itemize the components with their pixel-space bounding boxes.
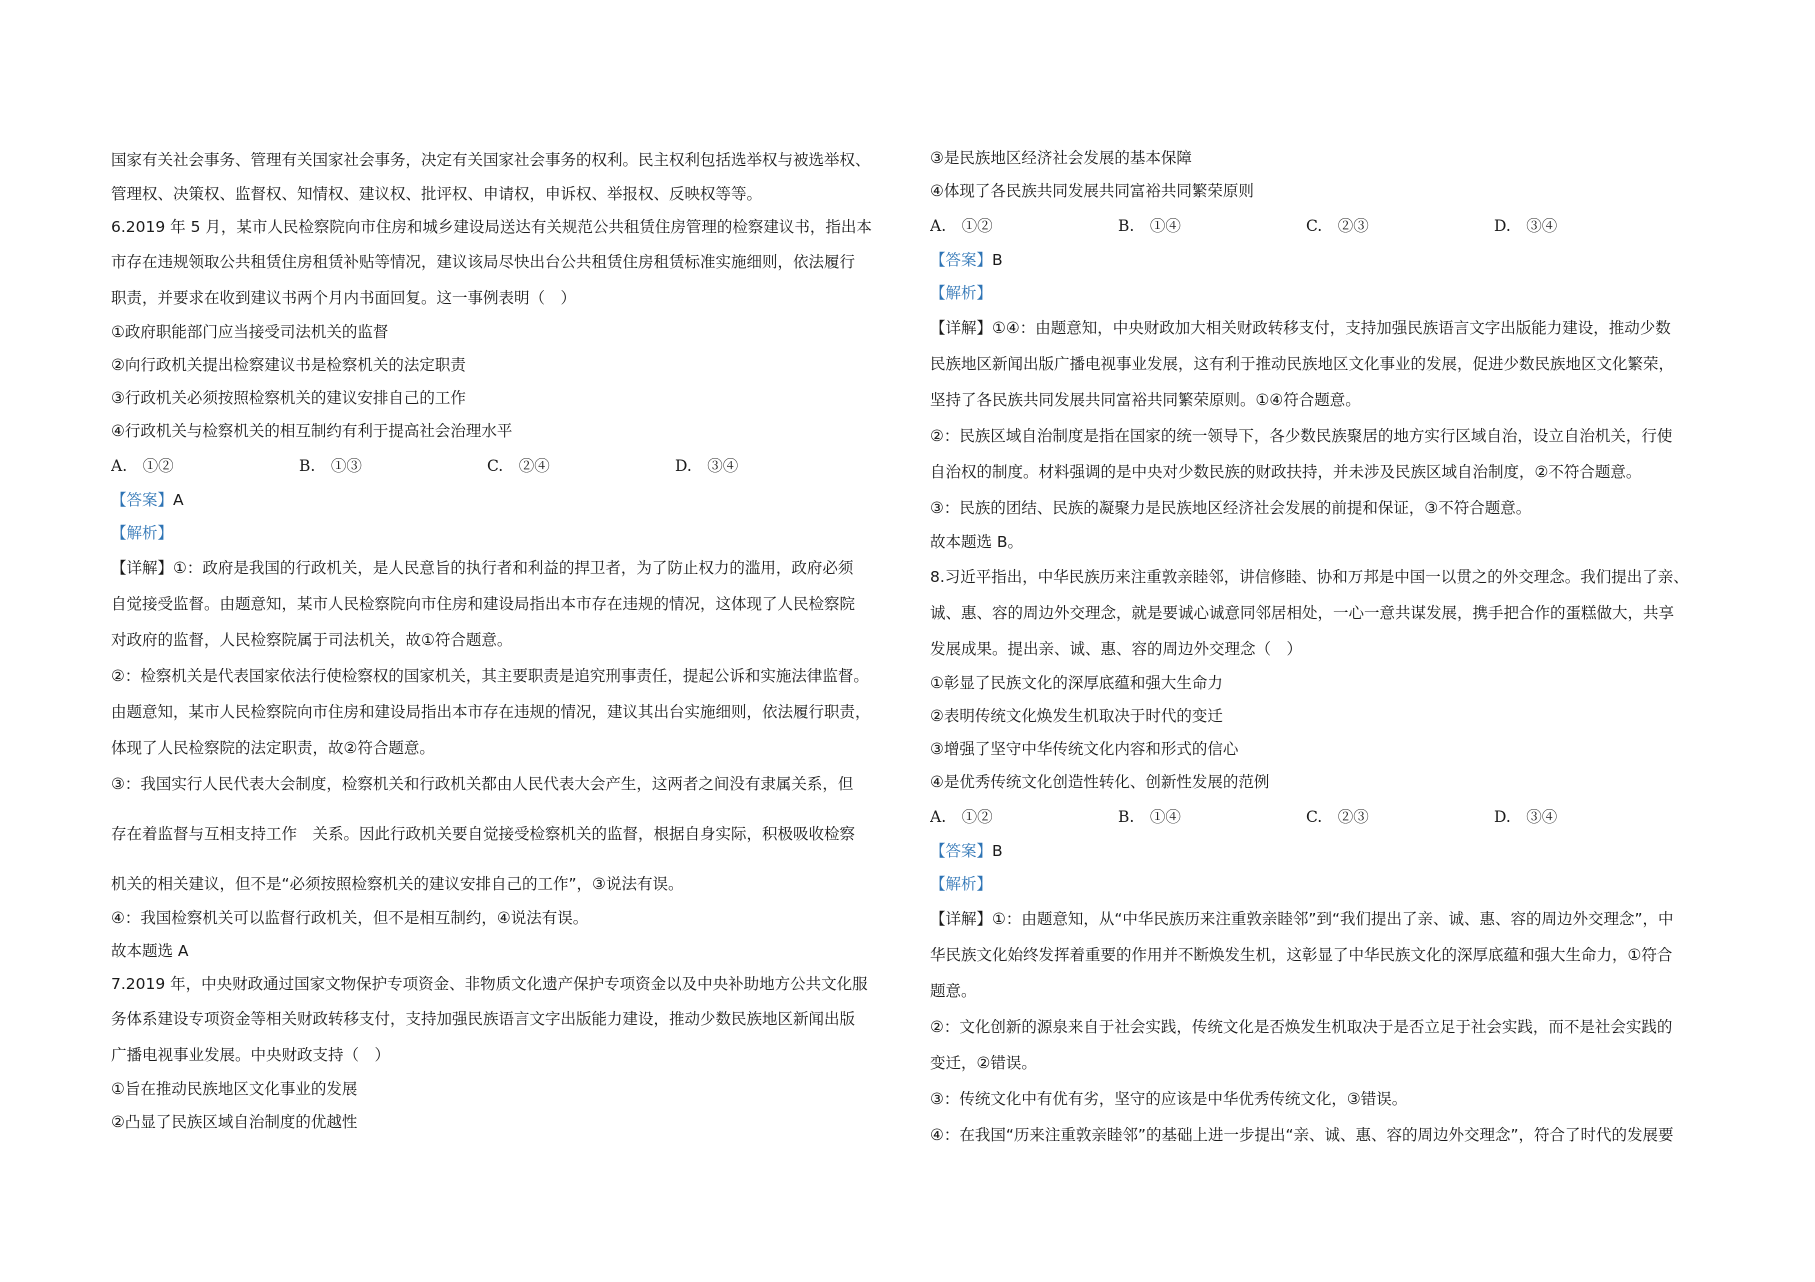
detail-line: ②：检察机关是代表国家依法行使检察权的国家机关，其主要职责是追究刑事责任，提起公诉和实施法律监督。 xyxy=(111,667,869,685)
answer-value: B xyxy=(992,251,1003,269)
option-d: D. ③④ xyxy=(1494,217,1558,235)
answer-tag: 【答案】 xyxy=(111,491,174,509)
question-8-options xyxy=(930,799,1715,835)
question-8-item: ④是优秀传统文化创造性转化、创新性发展的范例 xyxy=(930,773,1270,791)
question-6-item: ④行政机关与检察机关的相互制约有利于提高社会治理水平 xyxy=(111,422,513,440)
left-column xyxy=(111,142,906,1139)
question-7-item: ④体现了各民族共同发展共同富裕共同繁荣原则 xyxy=(930,182,1254,200)
question-7-options xyxy=(930,208,1715,244)
answer-value: B xyxy=(992,842,1003,860)
option-b: B. ①④ xyxy=(1118,217,1181,235)
intro-line: 管理权、决策权、监督权、知情权、建议权、批评权、申请权，申诉权、举报权、反映权等等。 xyxy=(111,185,763,203)
intro-line: 国家有关社会事务、管理有关国家社会事务，决定有关国家社会事务的权利。民主权利包括选举权与被选举权、 xyxy=(111,151,871,169)
detail-line: 自治权的制度。材料强调的是中央对少数民族的财政扶持，并未涉及民族区域自治制度，②不符合题意。 xyxy=(930,463,1642,481)
detail-line: 存在着监督与互相支持工作 关系。因此行政机关要自觉接受检察机关的监督，根据自身实际，积极吸收检察 xyxy=(111,825,856,843)
question-8-stem: 诚、惠、容的周边外交理念，就是要诚心诚意同邻居相处，一心一意共谋发展，携手把合作的蛋糕做大，共享 xyxy=(930,604,1675,622)
question-7-item: ③是民族地区经济社会发展的基本保障 xyxy=(930,149,1192,167)
detail-line: ③：传统文化中有优有劣，坚守的应该是中华优秀传统文化，③错误。 xyxy=(930,1090,1408,1108)
detail-line: ④：我国检察机关可以监督行政机关，但不是相互制约，④说法有误。 xyxy=(111,909,589,927)
detail-line: 【详解】①④：由题意知，中央财政加大相关财政转移支付，支持加强民族语言文字出版能力建设，推动少数 xyxy=(930,319,1671,337)
detail-line: ③：民族的团结、民族的凝聚力是民族地区经济社会发展的前提和保证，③不符合题意。 xyxy=(930,499,1532,517)
answer-line xyxy=(111,484,906,517)
detail-line: 对政府的监督，人民检察院属于司法机关，故①符合题意。 xyxy=(111,631,513,649)
option-b: B. ①③ xyxy=(299,457,362,475)
detail-line: ②：民族区域自治制度是指在国家的统一领导下，各少数民族聚居的地方实行区域自治，设立自治机关，行使 xyxy=(930,427,1673,445)
detail-line: ④：在我国“历来注重敦亲睦邻”的基础上进一步提出“亲、诚、惠、容的周边外交理念”，符合了时代的发展要 xyxy=(930,1126,1674,1144)
answer-line xyxy=(930,244,1715,277)
detail-line: 机关的相关建议，但不是“必须按照检察机关的建议安排自己的工作”，③说法有误。 xyxy=(111,875,684,893)
detail-line: 坚持了各民族共同发展共同富裕共同繁荣原则。①④符合题意。 xyxy=(930,391,1361,409)
answer-tag: 【答案】 xyxy=(930,842,993,860)
question-6-stem: 市存在违规领取公共租赁住房租赁补贴等情况，建议该局尽快出台公共租赁住房租赁标准实施细则，依法履行 xyxy=(111,253,856,271)
answer-line xyxy=(930,835,1715,868)
detail-line: 自觉接受监督。由题意知，某市人民检察院向市住房和建设局指出本市存在违规的情况，这体现了人民检察院 xyxy=(111,595,856,613)
question-7-stem: 7.2019 年，中央财政通过国家文物保护专项资金、非物质文化遗产保护专项资金以及中央补助地方公共文化服 xyxy=(111,975,868,993)
question-6-stem: 职责，并要求在收到建议书两个月内书面回复。这一事例表明（ ） xyxy=(111,289,577,307)
question-8-item: ①彰显了民族文化的深厚底蕴和强大生命力 xyxy=(930,674,1223,692)
question-7-item: ①旨在推动民族地区文化事业的发展 xyxy=(111,1080,358,1098)
option-d: D. ③④ xyxy=(675,457,739,475)
detail-line: 由题意知，某市人民检察院向市住房和建设局指出本市存在违规的情况，建议其出台实施细则，依法履行职责， xyxy=(111,703,871,721)
question-7-stem: 广播电视事业发展。中央财政支持（ ） xyxy=(111,1046,391,1064)
question-6-options xyxy=(111,448,906,484)
detail-line: 【详解】①：由题意知，从“中华民族历来注重敦亲睦邻”到“我们提出了亲、诚、惠、容的周边外交理念”，中 xyxy=(930,910,1674,928)
option-a: A. ①② xyxy=(111,457,174,475)
analysis-tag: 【解析】 xyxy=(111,524,174,542)
detail-line: 故本题选 A xyxy=(111,942,189,960)
question-6-item: ③行政机关必须按照检察机关的建议安排自己的工作 xyxy=(111,389,466,407)
detail-line: 民族地区新闻出版广播电视事业发展，这有利于推动民族地区文化事业的发展，促进少数民族地区文化繁荣， xyxy=(930,355,1675,373)
option-d: D. ③④ xyxy=(1494,808,1558,826)
option-a: A. ①② xyxy=(930,217,993,235)
option-b: B. ①④ xyxy=(1118,808,1181,826)
option-c: C. ②③ xyxy=(1306,217,1369,235)
detail-line: 体现了人民检察院的法定职责，故②符合题意。 xyxy=(111,739,435,757)
answer-value: A xyxy=(173,491,184,509)
detail-line: 【详解】①：政府是我国的行政机关，是人民意旨的执行者和利益的捍卫者，为了防止权力的滥用，政府必须 xyxy=(111,559,854,577)
question-8-item: ②表明传统文化焕发生机取决于时代的变迁 xyxy=(930,707,1223,725)
question-6-item: ②向行政机关提出检察建议书是检察机关的法定职责 xyxy=(111,356,466,374)
option-a: A. ①② xyxy=(930,808,993,826)
question-7-stem: 务体系建设专项资金等相关财政转移支付，支持加强民族语言文字出版能力建设，推动少数民族地区新闻出版 xyxy=(111,1010,856,1028)
detail-line: 华民族文化始终发挥着重要的作用并不断焕发生机，这彰显了中华民族文化的深厚底蕴和强大生命力，①符合 xyxy=(930,946,1673,964)
detail-line: 题意。 xyxy=(930,982,977,1000)
question-6-item: ①政府职能部门应当接受司法机关的监督 xyxy=(111,323,389,341)
option-c: C. ②④ xyxy=(487,457,550,475)
answer-tag: 【答案】 xyxy=(930,251,993,269)
question-8-stem: 发展成果。提出亲、诚、惠、容的周边外交理念（ ） xyxy=(930,640,1303,658)
detail-line: 变迁，②错误。 xyxy=(930,1054,1037,1072)
detail-line: 故本题选 B。 xyxy=(930,533,1024,551)
question-6-stem: 6.2019 年 5 月，某市人民检察院向市住房和城乡建设局送达有关规范公共租赁住房管理的检察建议书，指出本 xyxy=(111,218,872,236)
right-column xyxy=(930,142,1715,1153)
question-8-stem: 8.习近平指出，中华民族历来注重敦亲睦邻，讲信修睦、协和万邦是中国一以贯之的外交理念。我们提出了亲、 xyxy=(930,568,1689,586)
analysis-tag: 【解析】 xyxy=(930,875,993,893)
option-c: C. ②③ xyxy=(1306,808,1369,826)
question-8-item: ③增强了坚守中华传统文化内容和形式的信心 xyxy=(930,740,1239,758)
detail-line: ③：我国实行人民代表大会制度，检察机关和行政机关都由人民代表大会产生，这两者之间没有隶属关系，但 xyxy=(111,775,854,793)
analysis-tag: 【解析】 xyxy=(930,284,993,302)
detail-line: ②：文化创新的源泉来自于社会实践，传统文化是否焕发生机取决于是否立足于社会实践，而不是社会实践的 xyxy=(930,1018,1673,1036)
question-7-item: ②凸显了民族区域自治制度的优越性 xyxy=(111,1113,358,1131)
